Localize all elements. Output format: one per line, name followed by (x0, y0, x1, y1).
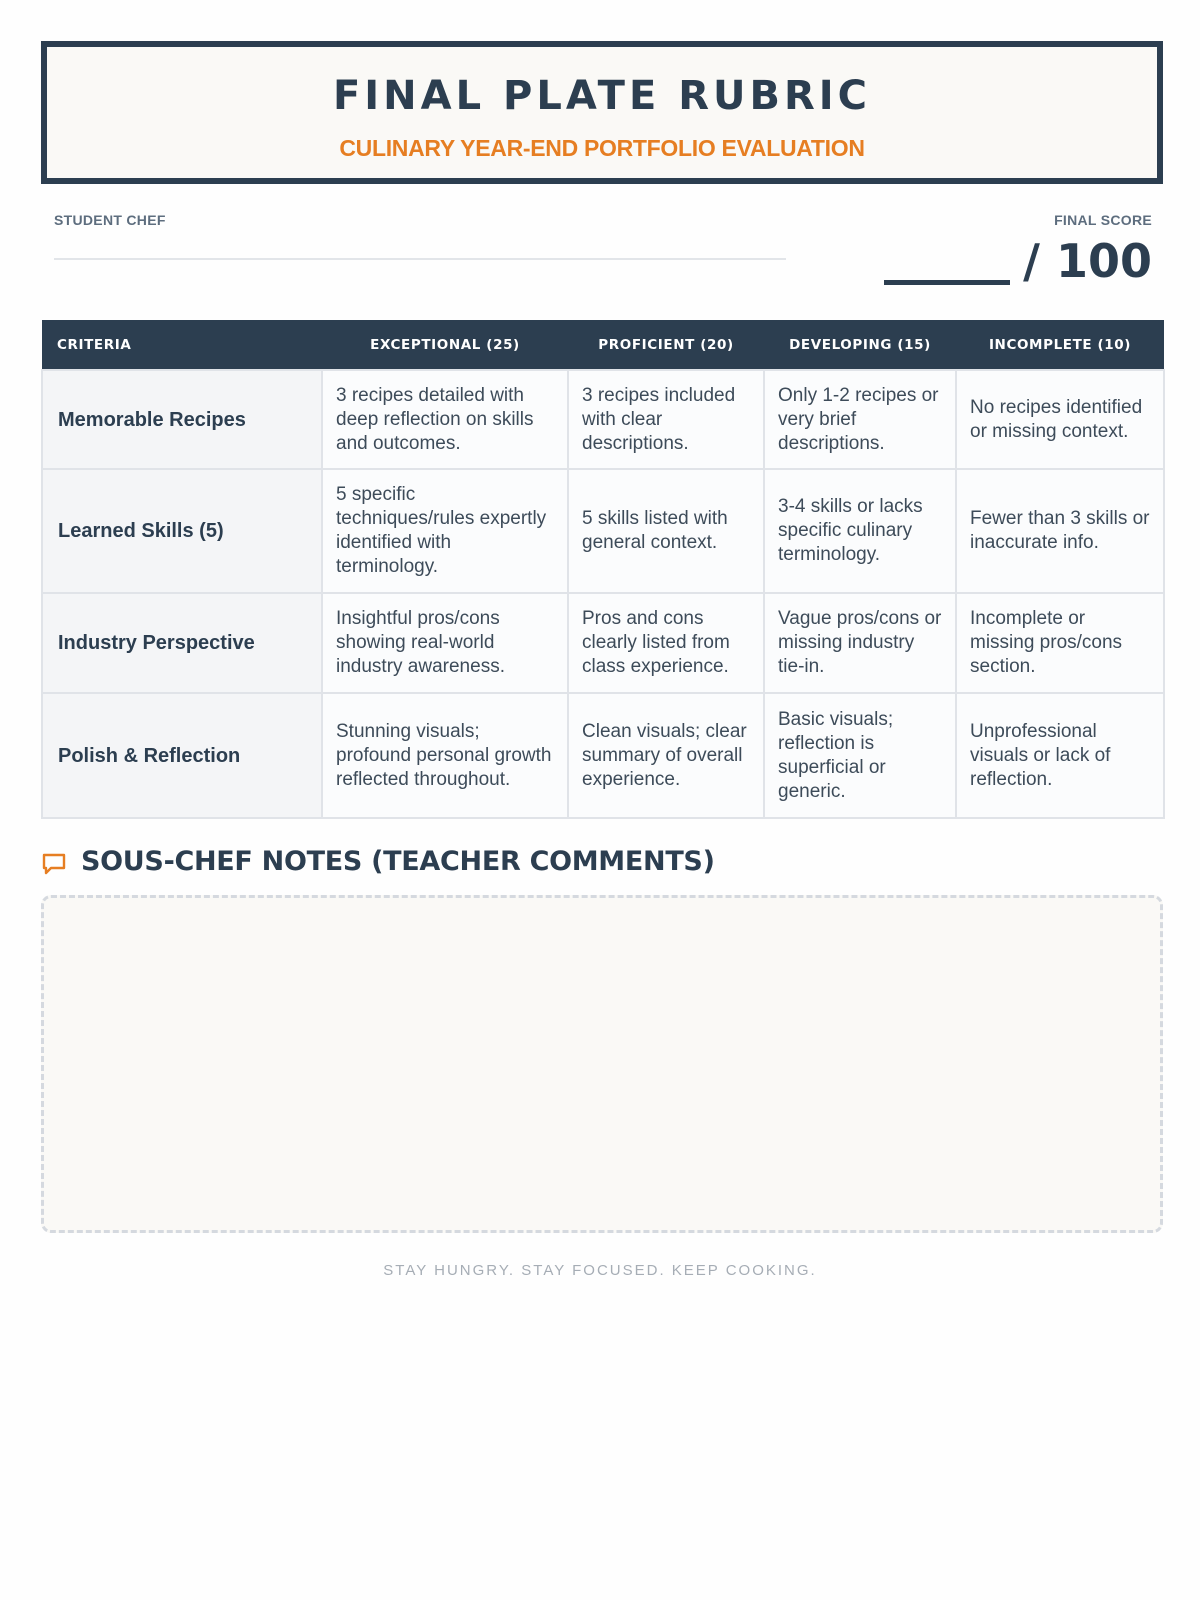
rubric-cell: 3 recipes included with clear descriptions. (568, 370, 764, 469)
column-header-criteria: CRITERIA (42, 320, 322, 370)
rubric-cell: Unprofessional visuals or lack of reflection. (956, 693, 1164, 818)
rubric-cell: Insightful pros/cons showing real-world industry awareness. (322, 593, 568, 693)
table-row (42, 370, 1164, 469)
criterion-cell: Memorable Recipes (42, 370, 322, 469)
column-header-exceptional: EXCEPTIONAL (25) (322, 320, 568, 370)
teacher-comments-box[interactable] (41, 895, 1163, 1233)
rubric-cell: Clean visuals; clear summary of overall experience. (568, 693, 764, 818)
score-total: / 100 (1023, 234, 1152, 288)
footer-motto: STAY HUNGRY. STAY FOCUSED. KEEP COOKING. (383, 1262, 817, 1279)
rubric-cell: 5 skills listed with general context. (568, 469, 764, 593)
comment-icon (41, 852, 67, 876)
table-row (42, 469, 1164, 593)
rubric-cell: Basic visuals; reflection is superficial or generic. (764, 693, 956, 818)
rubric-cell: Only 1-2 recipes or very brief descriptions. (764, 370, 956, 469)
student-chef-label: STUDENT CHEF (54, 212, 166, 228)
student-name-field[interactable] (54, 258, 786, 260)
column-header-incomplete: INCOMPLETE (10) (956, 320, 1164, 370)
column-header-proficient: PROFICIENT (20) (568, 320, 764, 370)
table-header-row (42, 320, 1164, 370)
page-title: FINAL PLATE RUBRIC (332, 73, 872, 119)
rubric-cell: Pros and cons clearly listed from class experience. (568, 593, 764, 693)
page-subtitle: CULINARY YEAR-END PORTFOLIO EVALUATION (339, 135, 865, 161)
final-score-label: FINAL SCORE (1054, 212, 1152, 228)
criterion-cell: Polish & Reflection (42, 693, 322, 818)
column-header-developing: DEVELOPING (15) (764, 320, 956, 370)
rubric-header (41, 41, 1163, 184)
rubric-cell: Stunning visuals; profound personal growth reflected throughout. (322, 693, 568, 818)
rubric-cell: Fewer than 3 skills or inaccurate info. (956, 469, 1164, 593)
rubric-cell: 5 specific techniques/rules expertly identified with terminology. (322, 469, 568, 593)
rubric-cell: 3-4 skills or lacks specific culinary terminology. (764, 469, 956, 593)
rubric-cell: No recipes identified or missing context. (956, 370, 1164, 469)
notes-section-title: SOUS-CHEF NOTES (TEACHER COMMENTS) (81, 846, 715, 877)
criterion-cell: Industry Perspective (42, 593, 322, 693)
rubric-cell: 3 recipes detailed with deep reflection on skills and outcomes. (322, 370, 568, 469)
rubric-table (41, 320, 1165, 819)
rubric-cell: Incomplete or missing pros/cons section. (956, 593, 1164, 693)
score-entry-field[interactable] (884, 280, 1010, 285)
table-row (42, 593, 1164, 693)
criterion-cell: Learned Skills (5) (42, 469, 322, 593)
rubric-cell: Vague pros/cons or missing industry tie-in. (764, 593, 956, 693)
table-row (42, 693, 1164, 818)
